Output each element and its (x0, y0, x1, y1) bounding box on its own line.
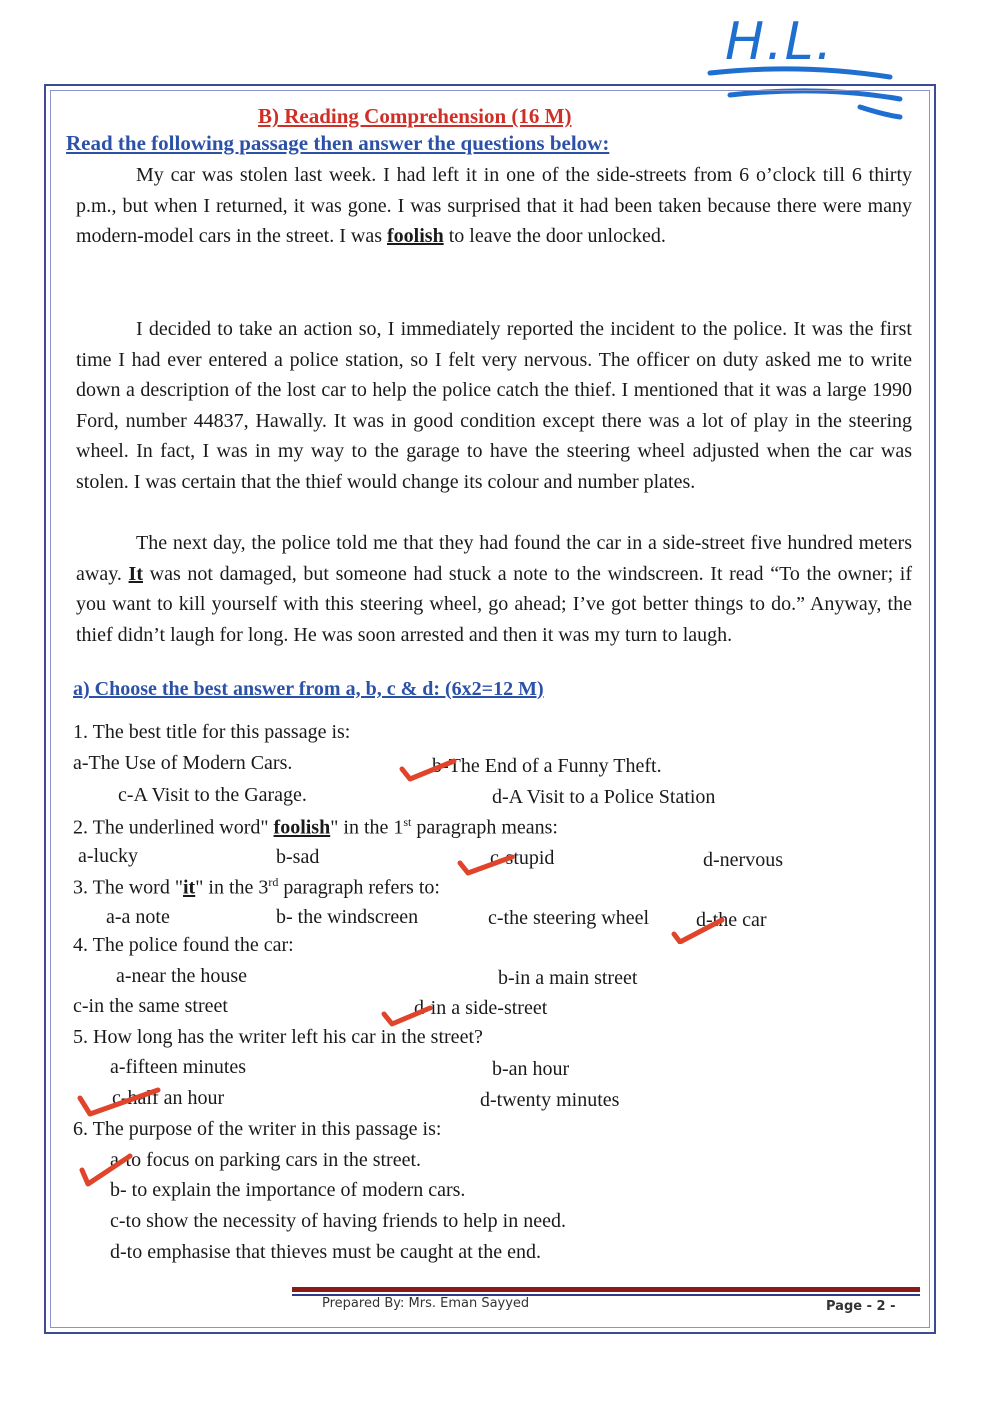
q3-option-d: d-the car (696, 909, 767, 931)
q5-option-d: d-twenty minutes (480, 1089, 620, 1111)
passage-paragraph-2: I decided to take an action so, I immediately reported the incident to the police. It was the first time I had ever entered a police station, so I felt very nervous. The officer on duty asked me to write down a description of the lost car to help the police catch the thief. I mentioned that it was a large 1990 Ford, number 44837, Hawally. It was in good condition except there was a lot of play in the steering wheel. In fact, I was in my way to the garage to have the steering wheel adjusted when the car was stolen. I was certain that the thief would change its colour and number plates. (76, 318, 912, 493)
passage-paragraph-1: My car was stolen last week. I had left it in one of the side-streets from 6 o’clock till 6 thirty p.m., but when I returned, it was gone. I was surprised that it had been taken because there were many modern-model cars in the street. I was foolish to leave the door unlocked. (76, 164, 912, 247)
q2-option-b: b-sad (276, 846, 320, 868)
page-border-inner (50, 90, 930, 1328)
section-title: B) Reading Comprehension (16 M) (258, 104, 572, 128)
handwritten-initials: H.L. (725, 12, 835, 72)
question-5-stem: 5. How long has the writer left his car in the street? (73, 1026, 483, 1048)
q1-option-a: a-The Use of Modern Cars. (73, 752, 293, 774)
underlined-word-it: It (128, 562, 143, 585)
q6-option-b: b- to explain the importance of modern cars. (110, 1179, 466, 1201)
checkmark-icon (380, 1000, 436, 1028)
q6-option-c: c-to show the necessity of having friends to help in need. (110, 1210, 566, 1232)
q2-option-d: d-nervous (703, 849, 783, 871)
checkmark-icon (78, 1148, 134, 1188)
q4-option-d: d-in a side-street (414, 997, 548, 1019)
q3-option-a: a-a note (106, 906, 170, 928)
q6-option-d: d-to emphasise that thieves must be caught at the end. (110, 1241, 541, 1263)
q1-option-b: b-The End of a Funny Theft. (432, 755, 662, 777)
q2-option-a: a-lucky (78, 845, 138, 867)
q2-option-c: c-stupid (490, 847, 555, 869)
reading-instruction: Read the following passage then answer the questions below: (66, 131, 610, 155)
q4-option-b: b-in a main street (498, 967, 638, 989)
q4-option-a: a-near the house (116, 965, 248, 987)
question-1-stem: 1. The best title for this passage is: (73, 721, 351, 743)
footer-prepared-by: Prepared By: Mrs. Eman Sayyed (322, 1296, 530, 1311)
passage-paragraph-3: The next day, the police told me that they had found the car in a side-street five hundred meters away. It was not damaged, but someone had stuck a note to the windscreen. It read “To the owner; if you want to kill yourself with this steering wheel, go ahead; I’ve got better things to do.” Anyway, the thief didn’t laugh for long. He was soon arrested and then it was my turn to laugh. (76, 532, 912, 646)
q1-option-d: d-A Visit to a Police Station (492, 786, 716, 808)
underlined-word-foolish: foolish (387, 225, 444, 247)
checkmark-icon (456, 849, 516, 877)
q4-option-c: c-in the same street (73, 995, 228, 1017)
question-3-stem: 3. The word "it" in the 3rd paragraph refers to: (73, 875, 440, 899)
questions-title: a) Choose the best answer from a, b, c & d: (6x2=12 M) (73, 678, 544, 700)
footer-rule-red (292, 1287, 920, 1292)
q6-option-a: a-to focus on parking cars in the street. (110, 1149, 422, 1171)
q1-option-c: c-A Visit to the Garage. (118, 784, 307, 806)
q5-option-a: a-fifteen minutes (110, 1056, 247, 1078)
question-6-stem: 6. The purpose of the writer in this passage is: (73, 1118, 442, 1140)
question-2-stem: 2. The underlined word" foolish" in the 1st paragraph means: (73, 815, 558, 839)
checkmark-icon (76, 1084, 162, 1120)
checkmark-icon (398, 755, 458, 783)
question-4-stem: 4. The police found the car: (73, 934, 294, 956)
q3-option-c: c-the steering wheel (488, 907, 650, 929)
q3-option-b: b- the windscreen (276, 906, 419, 928)
footer-page-number: Page - 2 - (826, 1299, 896, 1314)
checkmark-icon (670, 912, 726, 944)
q5-option-b: b-an hour (492, 1058, 570, 1080)
q5-option-c: c-half an hour (112, 1087, 225, 1109)
